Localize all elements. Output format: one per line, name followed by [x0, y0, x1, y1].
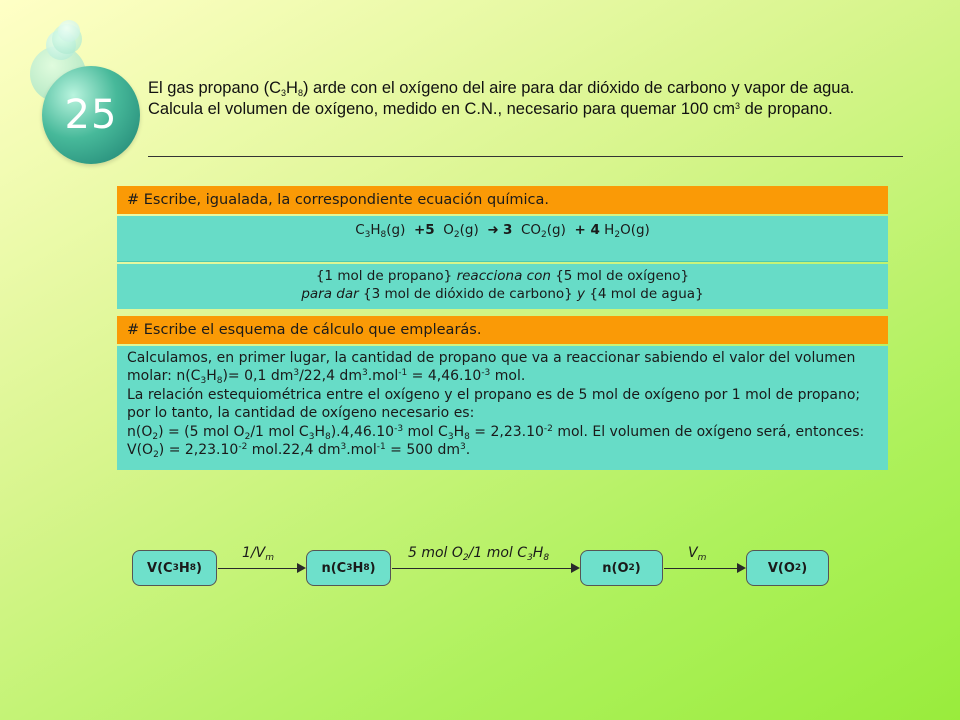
equation-description: {1 mol de propano} reacciona con {5 mol de oxígeno} para dar {3 mol de dióxido de carbono} y {4 mol de agua} [301, 268, 704, 302]
section-heading-scheme: # Escribe el esquema de cálculo que emplearás. [117, 316, 888, 344]
equation-panel [117, 216, 888, 262]
flow-label-stoichiometric-ratio: 5 mol $O_2/1$ mol $C_3H_8$ [408, 545, 550, 563]
divider [148, 156, 903, 157]
flow-box-moles-oxygen: n(O 2 ) [580, 550, 663, 586]
flow-arrow [218, 568, 304, 569]
problem-statement: El gas propano $(C_3H_8)$ arde con el oxígeno del aire para dar dióxido de carbono y vapor de agua. Calcula el volumen de oxígeno, medido en C.N., necesario para quemar 100 $cm^3$ de propano. [148, 79, 855, 118]
section-heading-equation: # Escribe, igualada, la correspondiente ecuación química. [117, 186, 888, 214]
reaction-arrow-icon: ➜ [487, 222, 499, 238]
equation-description-panel [117, 264, 888, 309]
calculation-text: Calculamos, en primer lugar, la cantidad de propano que va a reaccionar sabiendo el valor del volumen molar: $n(C_3H_8)= 0,1$ $dm^3/22,4$ $dm^3.mol^{-1} = 4,46.10^{-3}$ mol. La relación estequiométrica entre el oxígeno y el propano es de 5 mol de oxígeno por 1 mol de propano; por lo tanto, la cantidad de oxígeno necesario es: $n(O_2) = (5$ mol $O_2/1$ mol $C_3H_8).4,46.10^{-3}$ mol $C_3H_8 = 2,23.10^{-2}$ mol. El volumen de oxígeno será, entonces: $V(O_2) = 2,23.10^{-2}$ mol.22,4 $dm^3.mol^{-1} = 500$ $dm^3$. [127, 350, 865, 461]
flow-label-molar-volume: $V_m$ [688, 545, 707, 563]
calculation-panel [117, 346, 888, 470]
decorative-bubble [58, 20, 80, 42]
flow-box-volume-propane: V(C 3 H 8 ) [132, 550, 217, 586]
flow-box-moles-propane: n(C 3 H 8 ) [306, 550, 391, 586]
flow-label-inverse-molar-volume: $1/V_m$ [242, 545, 274, 563]
chemical-equation: $C_3H_8(g) +5$ $O_2(g)$ ➜ 3 $CO_2(g) + 4$ $H_2O(g)$ [355, 222, 650, 240]
flow-arrow [664, 568, 744, 569]
flow-arrow [392, 568, 578, 569]
flow-box-volume-oxygen: V(O 2 ) [746, 550, 829, 586]
problem-number: 25 [64, 92, 118, 138]
problem-number-badge [42, 66, 140, 164]
